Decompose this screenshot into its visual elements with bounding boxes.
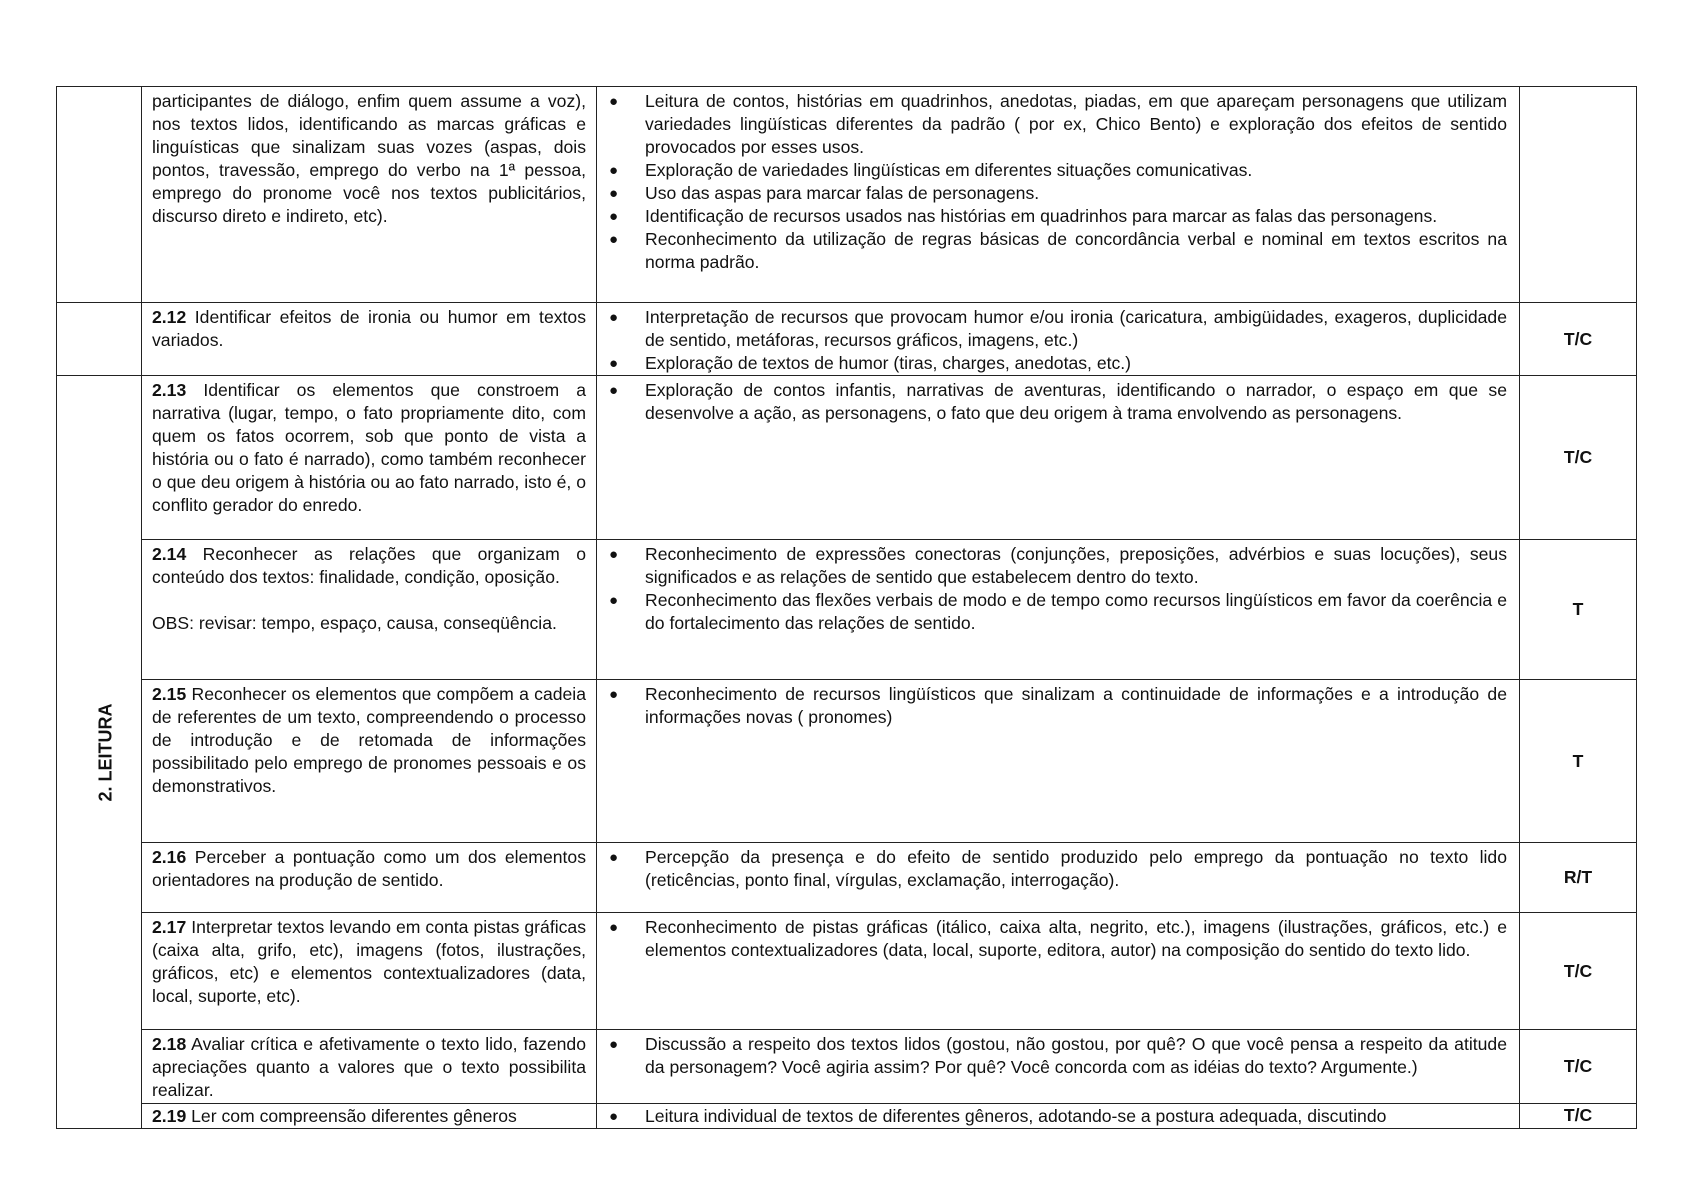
skill-cell: [142, 913, 597, 1030]
table-row: [57, 680, 1637, 843]
skill-note: OBS: revisar: tempo, espaço, causa, conseqüência.: [152, 613, 557, 633]
content-text: Discussão a respeito dos textos lidos (gostou, não gostou, por quê? O que você pensa a respeito da atitude da personagem? Você agiria assim? Por quê? Você concorda com as idéias do texto? Argumente.): [645, 1034, 1507, 1077]
mark-cell: R/T: [1520, 843, 1637, 913]
skill-code: 2.13: [152, 380, 187, 400]
bullet-icon: ●: [609, 546, 619, 563]
area-cell-blank: [57, 87, 142, 303]
skill-text: Identificar os elementos que constroem a narrativa (lugar, tempo, o fato propriamente dito, com quem os fatos ocorrem, sob que ponto de vista a história ou o fato é narrado), como também reconhecer o que deu origem à história ou ao fato narrado, isto é, o conflito gerador do enredo.: [152, 380, 587, 515]
skill-cell: [142, 376, 597, 540]
content-text: Interpretação de recursos que provocam humor e/ou ironia (caricatura, ambigüidades, exageros, duplicidade de sentido, metáforas, recursos gráficos, imagens, etc.): [645, 307, 1507, 350]
list-item: [597, 159, 1507, 182]
skill-code: 2.12: [152, 307, 187, 327]
bullet-icon: ●: [609, 231, 619, 248]
list-item: [597, 306, 1507, 352]
list-item: [597, 228, 1507, 274]
list-item: [597, 543, 1507, 589]
table-row: [57, 87, 1637, 303]
bullet-icon: ●: [609, 162, 619, 179]
content-list: [597, 306, 1507, 375]
content-text: Percepção da presença e do efeito de sentido produzido pelo emprego da pontuação no texto lido (reticências, ponto final, vírgulas, exclamação, interrogação).: [645, 847, 1507, 890]
content-text: Reconhecimento das flexões verbais de modo e de tempo como recursos lingüísticos em favor da coerência e do fortalecimento das relações de sentido.: [645, 590, 1507, 633]
list-item: [597, 182, 1507, 205]
content-cell: [597, 87, 1520, 303]
skill-text: participantes de diálogo, enfim quem assume a voz), nos textos lidos, identificando as marcas gráficas e linguísticas que sinalizam suas vozes (aspas, dois pontos, travessão, emprego do verbo na 1ª pessoa, emprego do pronome você nos textos publicitários, discurso direto e indireto, etc).: [152, 91, 586, 226]
content-cell: [597, 1104, 1520, 1129]
mark-cell: [1520, 87, 1637, 303]
mark-cell: T/C: [1520, 376, 1637, 540]
table-row: [57, 843, 1637, 913]
mark-cell: T/C: [1520, 1104, 1637, 1129]
skill-code: 2.14: [152, 544, 187, 564]
area-label: 2. LEITURA: [95, 702, 116, 802]
mark-cell: T/C: [1520, 1030, 1637, 1104]
list-item: [597, 683, 1507, 729]
bullet-icon: ●: [609, 355, 619, 372]
content-list: [597, 379, 1507, 425]
content-cell: [597, 303, 1520, 376]
content-text: Reconhecimento da utilização de regras básicas de concordância verbal e nominal em textos escritos na norma padrão.: [645, 229, 1507, 272]
content-list: [597, 683, 1507, 729]
content-text: Identificação de recursos usados nas histórias em quadrinhos para marcar as falas das personagens.: [645, 206, 1438, 226]
content-text: Uso das aspas para marcar falas de personagens.: [645, 183, 1040, 203]
mark-cell: T/C: [1520, 913, 1637, 1030]
content-cell: [597, 843, 1520, 913]
skill-cell: [142, 1104, 597, 1129]
bullet-icon: ●: [609, 93, 619, 110]
content-cell: [597, 1030, 1520, 1104]
bullet-icon: ●: [609, 309, 619, 326]
content-list: [597, 90, 1507, 274]
table-row: [57, 540, 1637, 680]
skill-text: Reconhecer as relações que organizam o conteúdo dos textos: finalidade, condição, oposição.: [152, 544, 586, 587]
bullet-icon: ●: [609, 1108, 619, 1125]
bullet-icon: ●: [609, 592, 619, 609]
skill-text: Reconhecer os elementos que compõem a cadeia de referentes de um texto, compreendendo o processo de introdução e de retomada de informações possibilitado pelo emprego de pronomes pessoais e os demonstrativos.: [152, 684, 587, 796]
bullet-icon: ●: [609, 185, 619, 202]
skill-code: 2.18: [152, 1034, 187, 1054]
skill-cell: [142, 540, 597, 680]
skill-code: 2.15: [152, 684, 187, 704]
table-body: [57, 87, 1637, 1129]
skill-cell: [142, 843, 597, 913]
bullet-icon: ●: [609, 382, 619, 399]
content-list: [597, 1105, 1507, 1128]
list-item: [597, 379, 1507, 425]
skill-code: 2.16: [152, 847, 187, 867]
content-list: [597, 543, 1507, 635]
list-item: [597, 846, 1507, 892]
content-text: Exploração de variedades lingüísticas em diferentes situações comunicativas.: [645, 160, 1253, 180]
list-item: [597, 589, 1507, 635]
skill-text: Perceber a pontuação como um dos elementos orientadores na produção de sentido.: [152, 847, 586, 890]
skill-cell: [142, 1030, 597, 1104]
content-text: Leitura individual de textos de diferentes gêneros, adotando-se a postura adequada, discutindo: [645, 1106, 1387, 1126]
mark-cell: T: [1520, 540, 1637, 680]
list-item: [597, 916, 1507, 962]
mark-cell: T: [1520, 680, 1637, 843]
area-cell-blank: [57, 303, 142, 376]
content-text: Reconhecimento de expressões conectoras (conjunções, preposições, advérbios e suas locuções), seus significados e as relações de sentido que estabelecem dentro do texto.: [645, 544, 1507, 587]
content-list: [597, 846, 1507, 892]
content-text: Reconhecimento de pistas gráficas (itálico, caixa alta, negrito, etc.), imagens (ilustrações, gráficos, etc.) e elementos contextualizadores (data, local, suporte, editora, autor) na composição do sentido do texto lido.: [645, 917, 1507, 960]
content-text: Reconhecimento de recursos lingüísticos que sinalizam a continuidade de informações e a introdução de informações novas ( pronomes): [645, 684, 1507, 727]
content-text: Exploração de textos de humor (tiras, charges, anedotas, etc.): [645, 353, 1132, 373]
content-text: Leitura de contos, histórias em quadrinhos, anedotas, piadas, em que apareçam personagens que utilizam variedades lingüísticas diferentes da padrão ( por ex, Chico Bento) e exploração dos efeitos de sentido provocados por esses usos.: [645, 91, 1507, 157]
skill-text: Identificar efeitos de ironia ou humor em textos variados.: [152, 307, 587, 350]
area-cell: [57, 376, 142, 1129]
table-row: [57, 913, 1637, 1030]
mark-cell: T/C: [1520, 303, 1637, 376]
table-row: [57, 1030, 1637, 1104]
list-item: [597, 1033, 1507, 1079]
content-cell: [597, 540, 1520, 680]
skill-text: Ler com compreensão diferentes gêneros: [191, 1106, 517, 1126]
skill-text: Interpretar textos levando em conta pistas gráficas (caixa alta, grifo, etc), imagens (fotos, ilustrações, gráficos, etc) e elementos contextualizadores (data, local, suporte, etc).: [152, 917, 586, 1006]
bullet-icon: ●: [609, 208, 619, 225]
table-row: [57, 303, 1637, 376]
curriculum-table: [56, 86, 1637, 1129]
skill-code: 2.19: [152, 1106, 187, 1126]
bullet-icon: ●: [609, 849, 619, 866]
skill-cell: [142, 303, 597, 376]
bullet-icon: ●: [609, 686, 619, 703]
list-item: [597, 1105, 1507, 1128]
content-cell: [597, 376, 1520, 540]
skill-code: 2.17: [152, 917, 187, 937]
table-row: [57, 376, 1637, 540]
content-cell: [597, 913, 1520, 1030]
content-text: Exploração de contos infantis, narrativas de aventuras, identificando o narrador, o espaço em que se desenvolve a ação, as personagens, o fato que deu origem à trama envolvendo as personagens.: [645, 380, 1507, 423]
content-list: [597, 916, 1507, 962]
list-item: [597, 90, 1507, 159]
bullet-icon: ●: [609, 1036, 619, 1053]
content-cell: [597, 680, 1520, 843]
list-item: [597, 205, 1507, 228]
skill-cell: [142, 87, 597, 303]
skill-text: Avaliar crítica e afetivamente o texto lido, fazendo apreciações quanto a valores que o texto possibilita realizar.: [152, 1034, 586, 1100]
list-item: [597, 352, 1507, 375]
skill-cell: [142, 680, 597, 843]
content-list: [597, 1033, 1507, 1079]
table-row: [57, 1104, 1637, 1129]
bullet-icon: ●: [609, 919, 619, 936]
